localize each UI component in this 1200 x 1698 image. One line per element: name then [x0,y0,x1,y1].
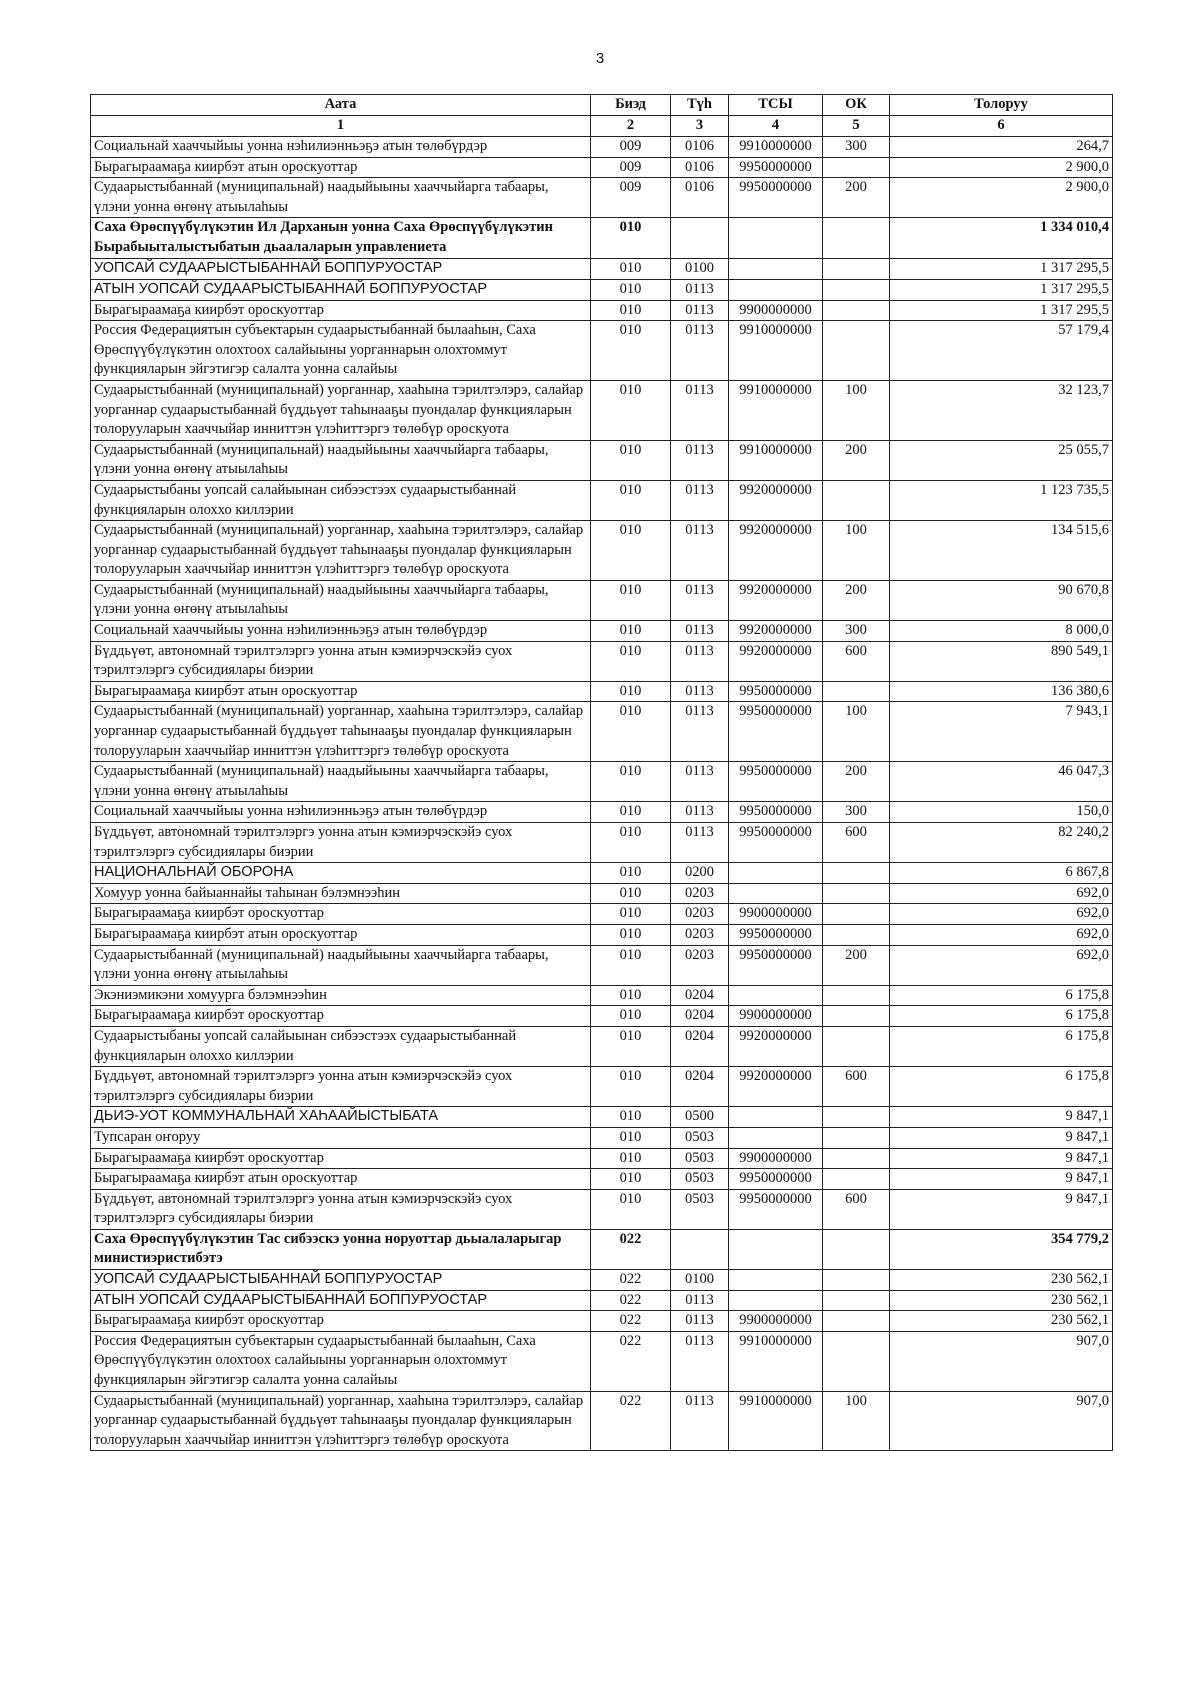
table-row [91,823,1113,863]
row-name-cell: Судаарыстыбаннай (муниципальнай) уорганнар, хааhына тэрилтэлэрэ, салайар уорганнар судаарыстыбаннай бүддьүөт таhынааҕы пуондалар функцияларын толорууларын хааччыйар инниттэн үлэhиттэргэ төлөбүр ороскуота [91,1391,591,1451]
table-row [91,380,1113,440]
row-name-cell: Судаарыстыбаннай (муниципальнай) наадыйыыны хааччыйарга табаары, үлэни уонна өҥөнү атыылаhыы [91,945,591,985]
row-name-cell: Судаарыстыбаны уопсай салайыынан сибээстээх судаарыстыбаннай функцияларын олоххо киллэрии [91,1026,591,1066]
row-expense-type-cell [823,300,890,321]
row-section-cell: 0100 [671,1270,729,1291]
row-section-cell: 0113 [671,300,729,321]
row-target-article-cell: 9910000000 [729,321,823,381]
row-expense-type-cell: 200 [823,178,890,218]
row-org-cell: 010 [591,762,671,802]
header-expense-type: ОК [823,95,890,116]
table-row [91,1229,1113,1269]
row-expense-type-cell [823,1026,890,1066]
page-number: 3 [595,50,605,67]
row-org-cell: 010 [591,279,671,300]
table-row [91,1169,1113,1190]
table-row [91,218,1113,259]
row-expense-type-cell: 600 [823,823,890,863]
row-org-cell: 010 [591,1026,671,1066]
table-row [91,1067,1113,1107]
row-target-article-cell: 9950000000 [729,823,823,863]
row-section-cell: 0113 [671,521,729,581]
row-section-cell: 0106 [671,157,729,178]
table-row [91,1026,1113,1066]
row-target-article-cell: 9900000000 [729,1006,823,1027]
row-name-cell: Судаарыстыбаннай (муниципальнай) наадыйыыны хааччыйарга табаары, үлэни уонна өҥөнү атыылаhыы [91,762,591,802]
row-section-cell: 0204 [671,1006,729,1027]
row-amount-cell: 82 240,2 [890,823,1113,863]
header-number: 2 [591,116,671,137]
row-amount-cell: 2 900,0 [890,157,1113,178]
row-org-cell: 022 [591,1229,671,1269]
row-expense-type-cell [823,863,890,884]
table-row [91,1331,1113,1391]
table-row [91,985,1113,1006]
row-name-cell: Судаарыстыбаннай (муниципальнай) наадыйыыны хааччыйарга табаары, үлэни уонна өҥөнү атыылаhыы [91,440,591,480]
row-org-cell: 010 [591,521,671,581]
header-number: 1 [91,116,591,137]
row-org-cell: 010 [591,1189,671,1229]
row-amount-cell: 57 179,4 [890,321,1113,381]
row-org-cell: 010 [591,621,671,642]
row-section-cell: 0204 [671,1067,729,1107]
row-target-article-cell: 9920000000 [729,521,823,581]
row-name-cell: Судаарыстыбаны уопсай салайыынан сибээстээх судаарыстыбаннай функцияларын олоххо киллэрии [91,480,591,520]
table-row [91,1270,1113,1291]
row-name-cell: Социальнай хааччыйыы уонна нэhилиэнньэҕэ атын төлөбүрдэр [91,802,591,823]
row-section-cell: 0113 [671,380,729,440]
row-name-cell: АТЫН УОПСАЙ СУДААРЫСТЫБАННАЙ БОППУРУОСТАР [91,1290,591,1311]
table-row [91,580,1113,620]
row-org-cell: 010 [591,1127,671,1148]
header-number: 3 [671,116,729,137]
row-expense-type-cell: 300 [823,621,890,642]
row-amount-cell: 692,0 [890,924,1113,945]
row-name-cell: Тупсаран оҥоруу [91,1127,591,1148]
row-target-article-cell [729,218,823,259]
row-expense-type-cell [823,1331,890,1391]
row-org-cell: 010 [591,259,671,280]
row-org-cell: 010 [591,904,671,925]
row-section-cell: 0113 [671,1290,729,1311]
row-amount-cell: 8 000,0 [890,621,1113,642]
row-target-article-cell [729,863,823,884]
row-amount-cell: 890 549,1 [890,641,1113,681]
row-target-article-cell: 9950000000 [729,924,823,945]
row-org-cell: 010 [591,924,671,945]
row-name-cell: Бүддьүөт, автономнай тэрилтэлэргэ уонна атын кэмиэрчэскэйэ суох тэрилтэлэргэ субсидиялары биэрии [91,823,591,863]
row-amount-cell: 32 123,7 [890,380,1113,440]
table-row [91,802,1113,823]
row-amount-cell: 90 670,8 [890,580,1113,620]
row-expense-type-cell [823,904,890,925]
row-section-cell: 0203 [671,904,729,925]
table-body [91,137,1113,1451]
table-row [91,1290,1113,1311]
row-section-cell: 0113 [671,802,729,823]
row-expense-type-cell [823,321,890,381]
row-section-cell: 0113 [671,762,729,802]
table-row [91,1127,1113,1148]
row-name-cell: Экэниэмикэни хомуурга бэлэмнээhин [91,985,591,1006]
row-section-cell: 0113 [671,1391,729,1451]
row-name-cell: Бырагыраамаҕа киирбэт ороскуоттар [91,300,591,321]
table-row [91,924,1113,945]
row-expense-type-cell: 600 [823,1067,890,1107]
header-name: Аата [91,95,591,116]
row-expense-type-cell: 600 [823,641,890,681]
table-row [91,1006,1113,1027]
row-expense-type-cell: 100 [823,380,890,440]
row-target-article-cell: 9920000000 [729,1026,823,1066]
row-org-cell: 010 [591,945,671,985]
row-section-cell: 0113 [671,321,729,381]
row-section-cell: 0113 [671,641,729,681]
row-section-cell: 0203 [671,924,729,945]
row-expense-type-cell [823,157,890,178]
row-org-cell: 010 [591,681,671,702]
header-number: 6 [890,116,1113,137]
row-name-cell: Бүддьүөт, автономнай тэрилтэлэргэ уонна атын кэмиэрчэскэйэ суох тэрилтэлэргэ субсидиялары биэрии [91,1067,591,1107]
row-expense-type-cell: 200 [823,762,890,802]
row-amount-cell: 2 900,0 [890,178,1113,218]
row-name-cell: Бырагыраамаҕа киирбэт атын ороскуоттар [91,157,591,178]
row-amount-cell: 1 317 295,5 [890,279,1113,300]
row-amount-cell: 9 847,1 [890,1148,1113,1169]
row-expense-type-cell [823,1229,890,1269]
row-expense-type-cell: 200 [823,945,890,985]
table-row [91,621,1113,642]
table-row [91,641,1113,681]
row-target-article-cell: 9950000000 [729,802,823,823]
row-name-cell: Бырагыраамаҕа киирбэт ороскуоттар [91,1148,591,1169]
table-row [91,440,1113,480]
row-org-cell: 009 [591,157,671,178]
table-row [91,1311,1113,1332]
row-section-cell: 0113 [671,681,729,702]
budget-table [90,94,1113,1451]
row-org-cell: 010 [591,480,671,520]
row-name-cell: Социальнай хааччыйыы уонна нэhилиэнньэҕэ атын төлөбүрдэр [91,137,591,158]
row-org-cell: 010 [591,1107,671,1128]
row-expense-type-cell: 100 [823,1391,890,1451]
row-section-cell: 0113 [671,1311,729,1332]
row-section-cell: 0203 [671,945,729,985]
row-name-cell: Саха Өрөспүүбүлүкэтин Ил Дарханын уонна Саха Өрөспүүбүлүкэтин Бырабыыталыстыбатын дьаалаларын управлениета [91,218,591,259]
row-org-cell: 022 [591,1391,671,1451]
table-row [91,762,1113,802]
row-expense-type-cell [823,279,890,300]
table-row [91,1391,1113,1451]
row-target-article-cell: 9910000000 [729,380,823,440]
header-amount: Толоруу [890,95,1113,116]
row-expense-type-cell: 100 [823,521,890,581]
row-amount-cell: 230 562,1 [890,1311,1113,1332]
row-target-article-cell: 9920000000 [729,480,823,520]
row-amount-cell: 9 847,1 [890,1169,1113,1190]
row-org-cell: 010 [591,300,671,321]
row-org-cell: 010 [591,883,671,904]
row-section-cell: 0106 [671,137,729,158]
row-section-cell: 0113 [671,440,729,480]
row-target-article-cell: 9950000000 [729,1169,823,1190]
row-amount-cell: 1 334 010,4 [890,218,1113,259]
row-amount-cell: 1 123 735,5 [890,480,1113,520]
row-expense-type-cell [823,985,890,1006]
row-amount-cell: 6 867,8 [890,863,1113,884]
row-amount-cell: 25 055,7 [890,440,1113,480]
row-org-cell: 010 [591,580,671,620]
row-amount-cell: 46 047,3 [890,762,1113,802]
row-target-article-cell: 9950000000 [729,702,823,762]
row-target-article-cell: 9910000000 [729,137,823,158]
row-org-cell: 022 [591,1270,671,1291]
row-target-article-cell [729,279,823,300]
row-section-cell [671,1229,729,1269]
table-row [91,137,1113,158]
table-row [91,883,1113,904]
row-target-article-cell: 9920000000 [729,621,823,642]
row-target-article-cell: 9950000000 [729,157,823,178]
row-section-cell: 0113 [671,580,729,620]
row-name-cell: Судаарыстыбаннай (муниципальнай) уорганнар, хааhына тэрилтэлэрэ, салайар уорганнар судаарыстыбаннай бүддьүөт таhынааҕы пуондалар функцияларын толорууларын хааччыйар инниттэн үлэhиттэргэ төлөбүр ороскуота [91,702,591,762]
row-expense-type-cell [823,1311,890,1332]
row-org-cell: 022 [591,1331,671,1391]
row-section-cell: 0113 [671,480,729,520]
row-target-article-cell: 9950000000 [729,681,823,702]
row-expense-type-cell [823,1107,890,1128]
row-amount-cell: 9 847,1 [890,1107,1113,1128]
row-amount-cell: 6 175,8 [890,1026,1113,1066]
header-number: 4 [729,116,823,137]
row-expense-type-cell [823,480,890,520]
row-amount-cell: 692,0 [890,945,1113,985]
row-name-cell: Судаарыстыбаннай (муниципальнай) уорганнар, хааhына тэрилтэлэрэ, салайар уорганнар судаарыстыбаннай бүддьүөт таhынааҕы пуондалар функцияларын толорууларын хааччыйар инниттэн үлэhиттэргэ төлөбүр ороскуота [91,521,591,581]
row-amount-cell: 230 562,1 [890,1270,1113,1291]
row-name-cell: ДЬИЭ-УОТ КОММУНАЛЬНАЙ ХАҺААЙЫСТЫБАТА [91,1107,591,1128]
table-row [91,521,1113,581]
row-target-article-cell: 9900000000 [729,904,823,925]
row-section-cell: 0503 [671,1189,729,1229]
row-name-cell: Бырагыраамаҕа киирбэт атын ороскуоттар [91,924,591,945]
row-amount-cell: 6 175,8 [890,1006,1113,1027]
row-expense-type-cell: 200 [823,580,890,620]
table-row [91,279,1113,300]
row-org-cell: 010 [591,863,671,884]
row-section-cell: 0204 [671,1026,729,1066]
row-org-cell: 010 [591,440,671,480]
row-target-article-cell [729,1270,823,1291]
row-amount-cell: 9 847,1 [890,1127,1113,1148]
table-header-row [91,95,1113,116]
row-name-cell: Бырагыраамаҕа киирбэт ороскуоттар [91,1311,591,1332]
row-section-cell: 0204 [671,985,729,1006]
row-section-cell: 0113 [671,823,729,863]
row-section-cell [671,218,729,259]
header-section: Түh [671,95,729,116]
row-org-cell: 010 [591,218,671,259]
row-expense-type-cell [823,218,890,259]
row-name-cell: УОПСАЙ СУДААРЫСТЫБАННАЙ БОППУРУОСТАР [91,1270,591,1291]
row-section-cell: 0113 [671,702,729,762]
row-target-article-cell [729,1107,823,1128]
row-target-article-cell: 9910000000 [729,440,823,480]
row-expense-type-cell [823,1169,890,1190]
row-name-cell: Саха Өрөспүүбүлүкэтин Тас сибээскэ уонна норуоттар дьыалаларыгар министиэристибэтэ [91,1229,591,1269]
row-name-cell: АТЫН УОПСАЙ СУДААРЫСТЫБАННАЙ БОППУРУОСТАР [91,279,591,300]
row-expense-type-cell: 200 [823,440,890,480]
row-org-cell: 022 [591,1311,671,1332]
row-org-cell: 010 [591,1169,671,1190]
row-amount-cell: 264,7 [890,137,1113,158]
row-name-cell: Социальнай хааччыйыы уонна нэhилиэнньэҕэ атын төлөбүрдэр [91,621,591,642]
row-target-article-cell: 9950000000 [729,945,823,985]
header-target-article: ТСЫ [729,95,823,116]
row-section-cell: 0113 [671,621,729,642]
row-name-cell: Судаарыстыбаннай (муниципальнай) уорганнар, хааhына тэрилтэлэрэ, салайар уорганнар судаарыстыбаннай бүддьүөт таhынааҕы пуондалар функцияларын толорууларын хааччыйар инниттэн үлэhиттэргэ төлөбүр ороскуота [91,380,591,440]
row-org-cell: 010 [591,1148,671,1169]
row-target-article-cell: 9910000000 [729,1391,823,1451]
table-row [91,904,1113,925]
row-target-article-cell: 9950000000 [729,762,823,802]
row-org-cell: 010 [591,641,671,681]
row-name-cell: Бырагыраамаҕа киирбэт атын ороскуоттар [91,681,591,702]
row-amount-cell: 907,0 [890,1331,1113,1391]
row-amount-cell: 1 317 295,5 [890,300,1113,321]
row-section-cell: 0100 [671,259,729,280]
row-target-article-cell: 9900000000 [729,1148,823,1169]
table-row [91,157,1113,178]
row-expense-type-cell [823,883,890,904]
row-amount-cell: 6 175,8 [890,985,1113,1006]
row-expense-type-cell: 600 [823,1189,890,1229]
header-number: 5 [823,116,890,137]
row-amount-cell: 230 562,1 [890,1290,1113,1311]
row-amount-cell: 9 847,1 [890,1189,1113,1229]
row-section-cell: 0503 [671,1169,729,1190]
row-expense-type-cell [823,1290,890,1311]
row-amount-cell: 150,0 [890,802,1113,823]
row-target-article-cell: 9950000000 [729,1189,823,1229]
table-row [91,178,1113,218]
row-target-article-cell: 9920000000 [729,580,823,620]
row-amount-cell: 7 943,1 [890,702,1113,762]
row-target-article-cell [729,985,823,1006]
row-target-article-cell: 9900000000 [729,300,823,321]
table-row [91,259,1113,280]
row-name-cell: Судаарыстыбаннай (муниципальнай) наадыйыыны хааччыйарга табаары, үлэни уонна өҥөнү атыылаhыы [91,580,591,620]
row-section-cell: 0200 [671,863,729,884]
row-name-cell: Бырагыраамаҕа киирбэт ороскуоттар [91,1006,591,1027]
table-row [91,1189,1113,1229]
row-amount-cell: 134 515,6 [890,521,1113,581]
row-name-cell: Россия Федерациятын субъектарын судаарыстыбаннай былааhын, Саха Өрөспүүбүлүкэтин олохтоох салайыыны уорганнарын олохтоммут функцияларын эйгэтигэр салалта уонна салайыы [91,321,591,381]
row-section-cell: 0113 [671,1331,729,1391]
table-row [91,1148,1113,1169]
row-org-cell: 010 [591,823,671,863]
row-name-cell: Хомуур уонна байыаннайы таhынан бэлэмнээhин [91,883,591,904]
row-section-cell: 0113 [671,279,729,300]
row-amount-cell: 692,0 [890,883,1113,904]
table-row [91,702,1113,762]
row-amount-cell: 907,0 [890,1391,1113,1451]
row-expense-type-cell [823,681,890,702]
row-expense-type-cell [823,259,890,280]
row-amount-cell: 6 175,8 [890,1067,1113,1107]
row-name-cell: Бырагыраамаҕа киирбэт ороскуоттар [91,904,591,925]
row-section-cell: 0106 [671,178,729,218]
row-expense-type-cell [823,924,890,945]
table-row [91,863,1113,884]
row-org-cell: 022 [591,1290,671,1311]
row-target-article-cell: 9900000000 [729,1311,823,1332]
row-expense-type-cell [823,1148,890,1169]
row-target-article-cell [729,259,823,280]
row-amount-cell: 354 779,2 [890,1229,1113,1269]
row-target-article-cell: 9920000000 [729,1067,823,1107]
table-row [91,945,1113,985]
row-name-cell: Судаарыстыбаннай (муниципальнай) наадыйыыны хааччыйарга табаары, үлэни уонна өҥөнү атыылаhыы [91,178,591,218]
row-amount-cell: 692,0 [890,904,1113,925]
row-expense-type-cell [823,1127,890,1148]
row-section-cell: 0503 [671,1127,729,1148]
row-name-cell: Россия Федерациятын субъектарын судаарыстыбаннай былааhын, Саха Өрөспүүбүлүкэтин олохтоох салайыыны уорганнарын олохтоммут функцияларын эйгэтигэр салалта уонна салайыы [91,1331,591,1391]
row-expense-type-cell [823,1006,890,1027]
row-target-article-cell [729,1229,823,1269]
table-header-numbers-row [91,116,1113,137]
row-org-cell: 010 [591,380,671,440]
row-expense-type-cell [823,1270,890,1291]
row-org-cell: 010 [591,321,671,381]
row-target-article-cell [729,1127,823,1148]
row-target-article-cell: 9910000000 [729,1331,823,1391]
row-name-cell: НАЦИОНАЛЬНАЙ ОБОРОНА [91,863,591,884]
row-org-cell: 009 [591,178,671,218]
row-name-cell: Бырагыраамаҕа киирбэт атын ороскуоттар [91,1169,591,1190]
table-row [91,300,1113,321]
row-expense-type-cell: 100 [823,702,890,762]
row-org-cell: 010 [591,802,671,823]
row-name-cell: Бүддьүөт, автономнай тэрилтэлэргэ уонна атын кэмиэрчэскэйэ суох тэрилтэлэргэ субсидиялары биэрии [91,641,591,681]
row-target-article-cell [729,1290,823,1311]
table-row [91,321,1113,381]
row-org-cell: 010 [591,985,671,1006]
row-target-article-cell [729,883,823,904]
row-name-cell: Бүддьүөт, автономнай тэрилтэлэргэ уонна атын кэмиэрчэскэйэ суох тэрилтэлэргэ субсидиялары биэрии [91,1189,591,1229]
row-expense-type-cell: 300 [823,137,890,158]
row-amount-cell: 136 380,6 [890,681,1113,702]
row-expense-type-cell: 300 [823,802,890,823]
row-section-cell: 0203 [671,883,729,904]
row-amount-cell: 1 317 295,5 [890,259,1113,280]
row-target-article-cell: 9920000000 [729,641,823,681]
header-org: Биэд [591,95,671,116]
table-row [91,1107,1113,1128]
row-target-article-cell: 9950000000 [729,178,823,218]
row-org-cell: 010 [591,1006,671,1027]
table-row [91,480,1113,520]
row-org-cell: 009 [591,137,671,158]
table-row [91,681,1113,702]
row-org-cell: 010 [591,1067,671,1107]
row-org-cell: 010 [591,702,671,762]
row-section-cell: 0500 [671,1107,729,1128]
row-section-cell: 0503 [671,1148,729,1169]
row-name-cell: УОПСАЙ СУДААРЫСТЫБАННАЙ БОППУРУОСТАР [91,259,591,280]
